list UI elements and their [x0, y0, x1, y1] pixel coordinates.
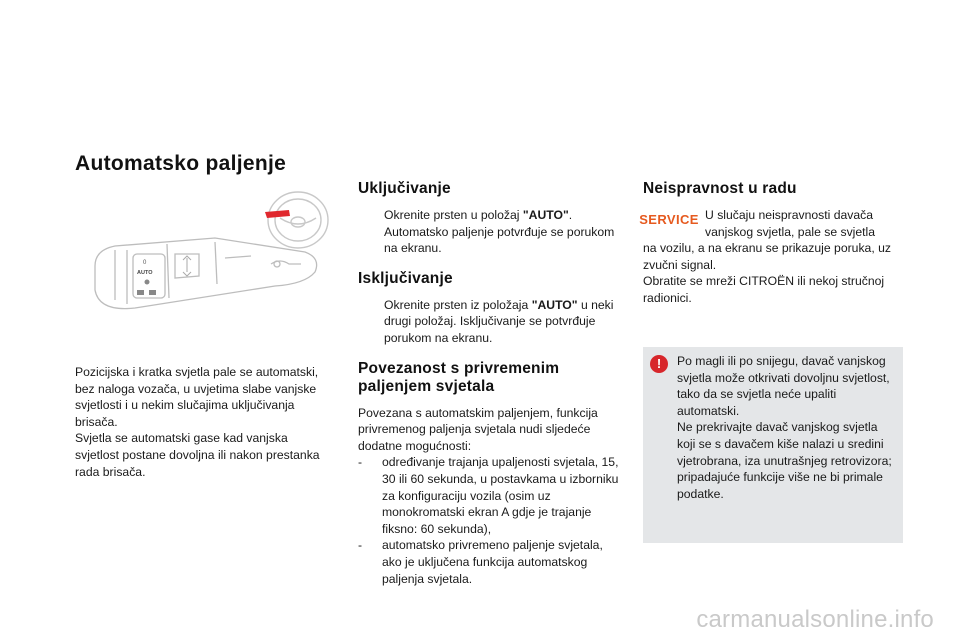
headlight-symbols-icon: [137, 280, 156, 296]
auto-keyword: "AUTO": [531, 297, 578, 312]
left-paragraph-2: Svjetla se automatski gase kad vanjska svjetlost postane dovoljna ili nakon prestanka rada brisača.: [75, 431, 320, 479]
iskljucivanje-instruction: Okrenite prsten iz položaja "AUTO" u neki drugi položaj. Isključivanje se potvrđuje porukom na ekranu.: [384, 297, 614, 345]
left-description: [75, 364, 327, 480]
service-paragraph-continued: na vozilu, a na ekranu se prikazuje poruka, uz zvučni signal.: [643, 241, 891, 272]
middle-column: [358, 180, 620, 587]
povezanost-list-item: - automatsko privremeno paljenje svjetala, ako je uključena funkcija automatskog paljenja svjetala.: [358, 538, 603, 586]
section-heading-iskljucivanje: Isključivanje: [358, 269, 453, 287]
auto-keyword: "AUTO": [522, 208, 569, 222]
warning-paragraph-1: Po magli ili po snijegu, davač vanjskog svjetla može otkrivati dovoljnu svjetlost, tako da se svjetla neće upaliti automatski.: [677, 354, 890, 418]
section-heading-ukljucivanje: Uključivanje: [358, 180, 451, 197]
page-title: Automatsko paljenje: [75, 152, 287, 175]
service-text-top: U slučaju neispravnosti davača vanjskog svjetla, pale se svjetla: [705, 208, 876, 239]
ukljucivanje-instruction: Okrenite prsten u položaj "AUTO". Automatsko paljenje potvrđuje se porukom na ekranu.: [384, 208, 615, 256]
service-text: [643, 240, 905, 306]
steering-wheel-icon: [268, 192, 328, 248]
light-stalk-illustration: [75, 180, 335, 330]
warning-exclamation-icon: !: [650, 355, 668, 373]
site-watermark: carmanualsonline.info: [696, 606, 934, 633]
section-heading-povezanost: Povezanost s privremenim paljenjem svjetala: [358, 359, 560, 395]
warning-paragraph-2: Ne prekrivajte davač vanjskog svjetla koji se s davačem kiše nalazi u sredini vjetrobrana, iza unutrašnjeg retrovizora; pripadajuće funkcije više ne bi primale podatke.: [677, 420, 892, 501]
povezanost-list-item: - određivanje trajanja upaljenosti svjetala, 15, 30 ili 60 sekunda, u postavkama u izborniku za konfiguraciju vozila (osim uz monokromatski ekran A gdje je trajanje fiksno: 60 sekunda),: [358, 455, 619, 536]
section-heading-neispravnost: Neispravnost u radu: [643, 180, 797, 197]
stalk-label-zero: 0: [143, 260, 147, 266]
warning-note-text: [677, 353, 893, 502]
povezanost-intro: Povezana s automatskim paljenjem, funkcija privremenog paljenja svjetala nudi sljedeće dodatne mogućnosti:: [358, 405, 598, 453]
light-switch-stalk-icon: [95, 238, 317, 309]
service-warning-icon: SERVICE: [639, 211, 699, 227]
service-paragraph-2: Obratite se mreži CITROËN ili nekoj stručnoj radionici.: [643, 274, 885, 305]
stalk-label-auto: AUTO: [137, 270, 153, 276]
left-paragraph-1: Pozicijska i kratka svjetla pale se automatski, bez naloga vozača, u uvjetima slabe vanjske svjetlosti i u nekim slučajima uključivanja brisača.: [75, 365, 319, 429]
